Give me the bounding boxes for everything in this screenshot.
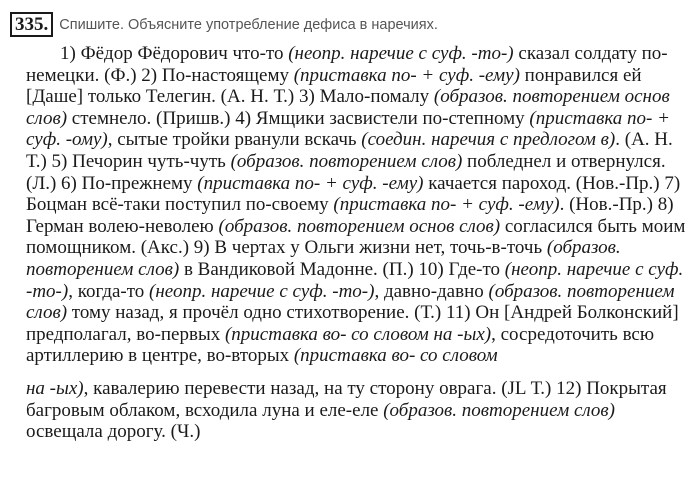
sentence-text: . (Нов.-Пр.) 8) Герман волею-неволею bbox=[26, 194, 674, 237]
sentence-text: . (А. Н. Т.) 5) Печорин чуть-чуть bbox=[26, 129, 673, 172]
grammar-note: (образов. повторением слов) bbox=[26, 280, 675, 324]
grammar-note: (приставка по- + суф. -ему) bbox=[333, 194, 560, 216]
grammar-note: (неопр. наречие с суф. -то-) bbox=[149, 280, 375, 302]
sentence-text: , давно-давно bbox=[374, 280, 489, 302]
sentence-text: освещала дорогу. (Ч.) bbox=[26, 421, 201, 443]
sentence-text: согласился быть моим помощником. (Акс.) 9) В чертах у Ольги жизни нет, точь-в-точь bbox=[26, 215, 686, 259]
exercise-number: 335. bbox=[10, 12, 53, 37]
sentence-text: 1) Фёдор Фёдорович что-то bbox=[60, 43, 289, 64]
grammar-note: (приставка во- со словом на -ых) bbox=[224, 323, 492, 345]
exercise-paragraph-continued bbox=[26, 378, 686, 443]
grammar-note: на -ых) bbox=[26, 378, 84, 399]
grammar-note: (неопр. наречие с суф. -то-) bbox=[26, 258, 684, 302]
grammar-note: (образов. повторением основ слов) bbox=[26, 86, 670, 129]
grammar-note: (приставка по- + суф. -ему) bbox=[293, 64, 520, 86]
sentence-text: , когда-то bbox=[68, 280, 150, 302]
sentence-text: тому назад, я прочёл одно стихотворение. (Т.) 11) Он [Андрей Болконский] предполагал, во-первых bbox=[26, 302, 679, 345]
sentence-text: в Вандиковой Мадонне. (П.) 10) Где-то bbox=[179, 258, 505, 280]
grammar-note: (неопр. наречие с суф. -то-) bbox=[288, 43, 514, 64]
grammar-note: (образов. повторением слов) bbox=[26, 237, 621, 280]
sentence-text: , сытые тройки рванули вскачь bbox=[107, 129, 362, 151]
grammar-note: (образов. повторением слов) bbox=[230, 150, 463, 172]
grammar-note: (приставка по- + суф. -ому) bbox=[26, 107, 670, 151]
grammar-note: (приставка по- + суф. -ему) bbox=[197, 172, 424, 194]
exercise-header bbox=[10, 12, 438, 37]
sentence-text: побледнел и отвернулся. (Л.) 6) По-прежнему bbox=[26, 150, 666, 194]
exercise-task: Спишите. Объясните употребление дефиса в наречиях. bbox=[59, 16, 438, 33]
sentence-text: понравился ей [Даше] только Телегин. (А. Н. Т.) 3) Мало-помалу bbox=[26, 64, 642, 108]
grammar-note: (образов. повторением слов) bbox=[383, 399, 615, 421]
sentence-text: , кавалерию перевести назад, на ту сторону оврага. (JL Т.) 12) Покрытая багровым облаком, всходила луна и еле-еле bbox=[26, 378, 667, 421]
exercise-text-block-1 bbox=[26, 43, 686, 367]
exercise-paragraph bbox=[26, 43, 686, 367]
grammar-note: (соедин. наречия с предлогом в) bbox=[361, 129, 616, 151]
sentence-text: стемнело. (Пришв.) 4) Ямщики засвистели по-степному bbox=[67, 107, 530, 129]
grammar-note: (приставка во- со словом bbox=[293, 345, 498, 367]
sentence-text: сказал солдату по-немецки. (Ф.) 2) По-настоящему bbox=[26, 43, 668, 86]
sentence-text: качается пароход. (Нов.-Пр.) 7) Боцман всё-таки поступил по-своему bbox=[26, 172, 681, 216]
grammar-note: (образов. повторением основ слов) bbox=[218, 215, 501, 237]
exercise-text-block-2 bbox=[26, 378, 686, 443]
sentence-text: , сосредоточить всю артиллерию в центре, во-вторых bbox=[26, 323, 655, 367]
